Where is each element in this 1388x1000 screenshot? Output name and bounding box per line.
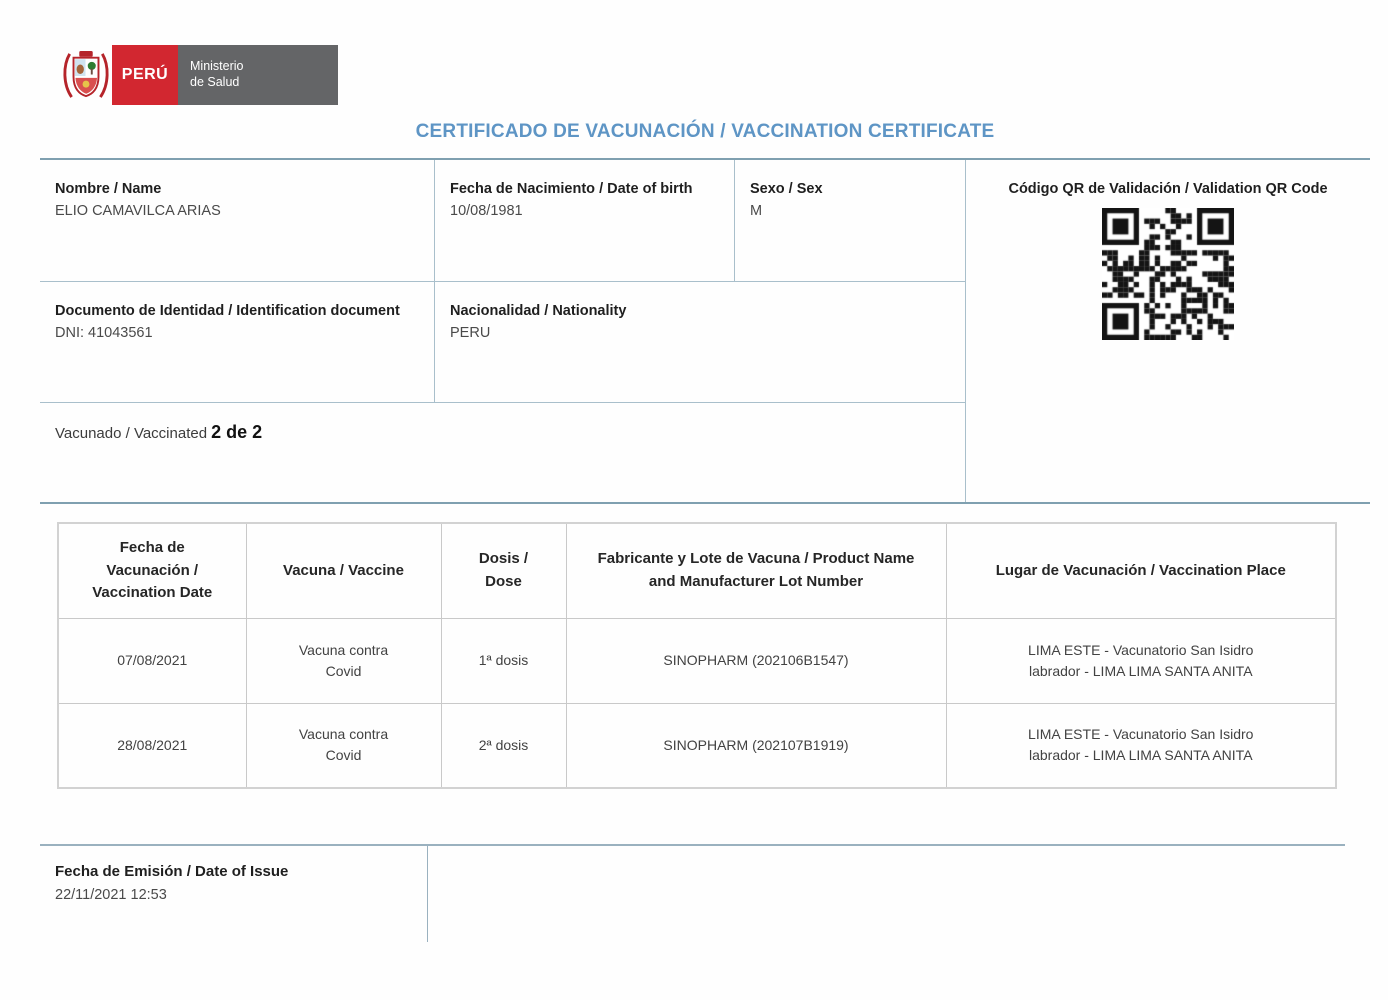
sex-label: Sexo / Sex — [750, 181, 823, 197]
birthdate-cell — [435, 160, 735, 282]
nationality-value: PERU — [450, 325, 491, 342]
document-cell — [40, 282, 435, 403]
peru-wordmark: PERÚ — [112, 45, 178, 105]
ministry-wordmark — [178, 45, 338, 105]
header-vaccination-place: Lugar de Vacunación / Vaccination Place — [946, 523, 1336, 618]
dose1-lot: SINOPHARM (202106B1547) — [566, 618, 946, 703]
ministry-line2: de Salud — [190, 75, 240, 89]
table-header-row — [58, 523, 1336, 618]
dose2-dose: 2ª dosis — [441, 703, 566, 788]
dose2-place: LIMA ESTE - Vacunatorio San Isidro labrador - LIMA LIMA SANTA ANITA — [946, 703, 1336, 788]
dose2-vaccine: Vacuna contra Covid — [246, 703, 441, 788]
dose1-place: LIMA ESTE - Vacunatorio San Isidro labrador - LIMA LIMA SANTA ANITA — [946, 618, 1336, 703]
header-vaccine: Vacuna / Vaccine — [246, 523, 441, 618]
peru-coat-of-arms-icon — [60, 45, 112, 105]
vaccinated-label: Vacunado / Vaccinated — [55, 425, 208, 442]
name-cell — [40, 160, 435, 282]
dose1-dose: 1ª dosis — [441, 618, 566, 703]
header-vaccination-date: Fecha de Vacunación / Vaccination Date — [58, 523, 246, 618]
birthdate-value: 10/08/1981 — [450, 203, 523, 220]
dose2-date: 28/08/2021 — [58, 703, 246, 788]
vaccinated-cell — [40, 403, 965, 502]
gov-logo — [60, 45, 1388, 105]
header-manufacturer-lot: Fabricante y Lote de Vacuna / Product Name and Manufacturer Lot Number — [566, 523, 946, 618]
sex-value: M — [750, 203, 763, 220]
table-row — [58, 618, 1336, 703]
certificate-title: CERTIFICADO DE VACUNACIÓN / VACCINATION CERTIFICATE — [415, 121, 995, 142]
dose2-lot: SINOPHARM (202107B1919) — [566, 703, 946, 788]
birthdate-label: Fecha de Nacimiento / Date of birth — [450, 181, 693, 197]
nationality-label: Nacionalidad / Nationality — [450, 303, 627, 319]
issue-date-label: Fecha de Emisión / Date of Issue — [55, 863, 289, 880]
header-dose: Dosis / Dose — [441, 523, 566, 618]
document-label: Documento de Identidad / Identification document — [55, 303, 400, 319]
sex-cell — [735, 160, 965, 282]
qr-cell — [965, 160, 1370, 502]
issue-section — [40, 844, 1345, 942]
name-label: Nombre / Name — [55, 181, 162, 197]
table-row — [58, 703, 1336, 788]
personal-info-section — [40, 158, 1370, 504]
document-value: DNI: 41043561 — [55, 325, 153, 342]
issue-date-value: 22/11/2021 12:53 — [55, 887, 167, 903]
nationality-cell — [435, 282, 965, 403]
qr-code — [1102, 208, 1234, 340]
vaccinated-value: 2 de 2 — [211, 422, 263, 442]
vaccination-table — [57, 522, 1337, 789]
qr-label: Código QR de Validación / Validation QR Code — [1008, 181, 1328, 197]
name-value: ELIO CAMAVILCA ARIAS — [55, 203, 221, 220]
dose1-date: 07/08/2021 — [58, 618, 246, 703]
ministry-line1: Ministerio — [190, 59, 244, 74]
dose1-vaccine: Vacuna contra Covid — [246, 618, 441, 703]
issue-date-cell — [40, 846, 428, 942]
